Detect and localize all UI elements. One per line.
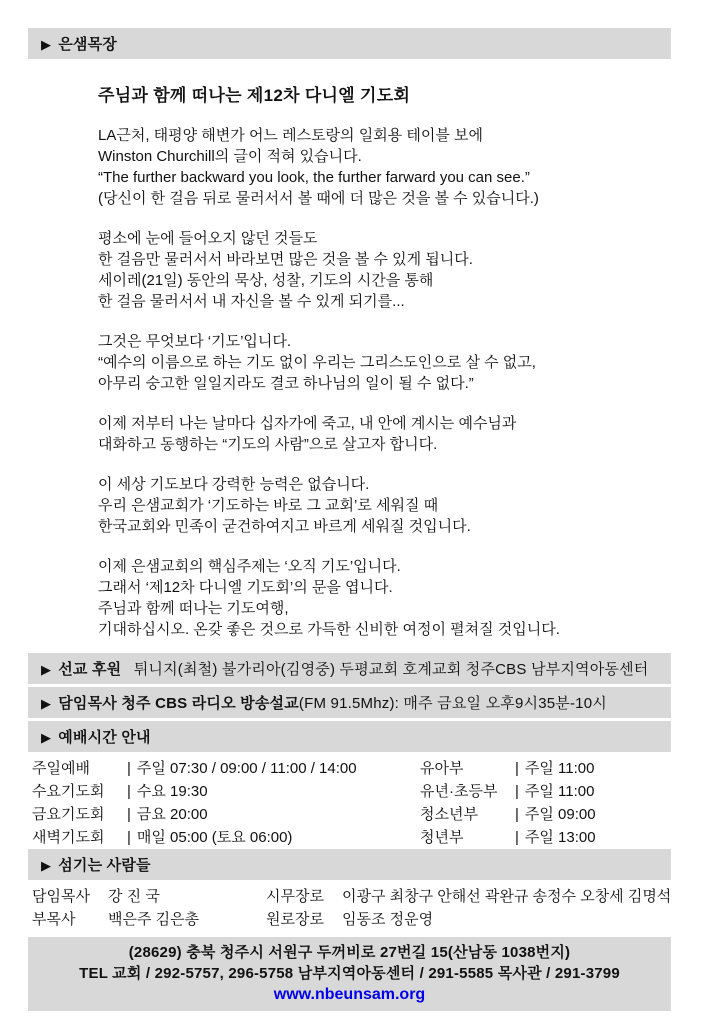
separator: | (515, 760, 519, 777)
worship-row (420, 826, 671, 849)
worship-name: 금요기도회 (32, 806, 105, 823)
worship-time: 주일 13:00 (524, 829, 596, 846)
worship-name: 유아부 (420, 760, 464, 777)
worship-name: 청소년부 (420, 806, 478, 823)
separator: | (127, 783, 131, 800)
text-line: (당신이 한 걸음 뒤로 물러서서 볼 때에 더 많은 것을 볼 수 있습니다.) (98, 190, 539, 207)
worship-time: 주일 11:00 (524, 760, 595, 777)
section-header-moktang (28, 28, 671, 59)
worship-row (32, 780, 400, 803)
text-line: 우리 은샘교회가 ‘기도하는 바로 그 교회’로 세워질 때 (98, 497, 439, 514)
church-address: (28629) 충북 청주시 서원구 두꺼비로 27번길 15(산남동 1038번지) (128, 944, 571, 961)
worship-row (420, 803, 671, 826)
separator: | (515, 806, 519, 823)
section-header-people (28, 849, 671, 880)
article-body (98, 125, 701, 640)
people-role: 부목사 (32, 911, 76, 928)
text-line: 그래서 ‘제12차 다니엘 기도회’의 문을 엽니다. (98, 579, 393, 596)
text-line: “The further backward you look, the further farward you can see.” (98, 169, 530, 186)
paragraph (98, 556, 701, 640)
text-line: 이 세상 기도보다 강력한 능력은 없습니다. (98, 476, 370, 493)
arrow-icon: ▶ (41, 858, 52, 873)
text-line: 한 걸음만 물러서서 바라보면 많은 것을 볼 수 있게 됩니다. (98, 251, 473, 268)
worship-label: 예배시간 안내 (58, 729, 151, 746)
separator: | (127, 760, 131, 777)
text-line: 이제 은샘교회의 핵심주제는 ‘오직 기도’입니다. (98, 558, 401, 575)
paragraph (98, 474, 701, 537)
paragraph (98, 228, 701, 312)
serving-people (32, 885, 671, 931)
radio-label: 담임목사 청주 CBS 라디오 방송설교 (58, 695, 299, 712)
text-line: 기대하십시오. 온갖 좋은 것으로 가득한 신비한 여정이 펼쳐질 것입니다. (98, 621, 560, 638)
text-line: 그것은 무엇보다 ‘기도’입니다. (98, 333, 292, 350)
text-line: “예수의 이름으로 하는 기도 없이 우리는 그리스도인으로 살 수 없고, (98, 354, 536, 371)
arrow-icon: ▶ (41, 662, 52, 677)
separator: | (127, 806, 131, 823)
arrow-icon: ▶ (41, 730, 52, 745)
worship-column-departments (400, 757, 671, 849)
text-line: LA근처, 태평양 해변가 어느 레스토랑의 일회용 테이블 보에 (98, 127, 483, 144)
radio-text: (FM 91.5Mhz): 매주 금요일 오후9시35분-10시 (298, 695, 607, 712)
section-header-mission (28, 653, 671, 684)
people-names: 임동조 정운영 (342, 911, 434, 928)
worship-name: 새벽기도회 (32, 829, 105, 846)
text-line: 세이레(21일) 동안의 묵상, 성찰, 기도의 시간을 통해 (98, 272, 434, 289)
people-row (32, 885, 671, 908)
article-title: 주님과 함께 떠나는 제12차 다니엘 기도회 (98, 86, 411, 105)
worship-name: 청년부 (420, 829, 464, 846)
worship-row (420, 757, 671, 780)
worship-time: 수요 19:30 (136, 783, 208, 800)
worship-row (32, 826, 400, 849)
worship-column-main (32, 757, 400, 849)
separator: | (127, 829, 131, 846)
text-line: 한 걸음 물러서서 내 자신을 볼 수 있게 되기를... (98, 293, 405, 310)
worship-name: 주일예배 (32, 760, 90, 777)
church-phone-numbers: TEL 교회 / 292-5757, 296-5758 남부지역아동센터 / 291-5585 목사관 / 291-3799 (79, 965, 620, 982)
mission-label: 선교 후원 (58, 661, 122, 678)
people-names: 강 진 국 (108, 888, 160, 905)
worship-row (420, 780, 671, 803)
people-role: 시무장로 (266, 888, 324, 905)
worship-time: 주일 07:30 / 09:00 / 11:00 / 14:00 (136, 760, 357, 777)
paragraph (98, 125, 701, 209)
separator: | (515, 783, 519, 800)
worship-schedule (32, 757, 671, 849)
arrow-icon: ▶ (41, 696, 52, 711)
paragraph (98, 413, 701, 455)
separator: | (515, 829, 519, 846)
worship-row (32, 803, 400, 826)
worship-row (32, 757, 400, 780)
text-line: 한국교회와 민족이 굳건하여지고 바르게 세워질 것입니다. (98, 518, 471, 535)
worship-time: 주일 11:00 (524, 783, 595, 800)
worship-name: 유년·초등부 (420, 783, 498, 800)
text-line: 아무리 숭고한 일일지라도 결코 하나님의 일이 될 수 없다.” (98, 375, 474, 392)
text-line: 이제 저부터 나는 날마다 십자가에 죽고, 내 안에 계시는 예수님과 (98, 415, 517, 432)
worship-time: 주일 09:00 (524, 806, 596, 823)
people-row (32, 908, 671, 931)
section-header-radio (28, 687, 671, 718)
mission-text: 튀니지(최철) 불가리아(김영중) 두평교회 호계교회 청주CBS 남부지역아동센터 (133, 661, 649, 678)
text-line: 평소에 눈에 들어오지 않던 것들도 (98, 230, 318, 247)
people-role: 원로장로 (266, 911, 324, 928)
people-role: 담임목사 (32, 888, 90, 905)
text-line: 대화하고 동행하는 “기도의 사람”으로 살고자 합니다. (98, 436, 438, 453)
worship-time: 금요 20:00 (136, 806, 208, 823)
text-line: Winston Churchill의 글이 적혀 있습니다. (98, 148, 362, 165)
bulletin-page (0, 28, 701, 1019)
church-website-link[interactable]: www.nbeunsam.org (273, 986, 426, 1003)
paragraph (98, 331, 701, 394)
worship-name: 수요기도회 (32, 783, 105, 800)
footer-contact-box (28, 937, 671, 1011)
arrow-icon: ▶ (41, 37, 52, 52)
text-line: 주님과 함께 떠나는 기도여행, (98, 600, 289, 617)
people-names: 이광구 최창구 안해선 곽완규 송정수 오창세 김명석 (342, 888, 672, 905)
people-names: 백은주 김은총 (108, 911, 200, 928)
section-header-moktang-label: 은샘목장 (58, 36, 117, 53)
worship-time: 매일 05:00 (토요 06:00) (136, 829, 293, 846)
people-label: 섬기는 사람들 (58, 857, 151, 874)
section-header-worship (28, 721, 671, 752)
